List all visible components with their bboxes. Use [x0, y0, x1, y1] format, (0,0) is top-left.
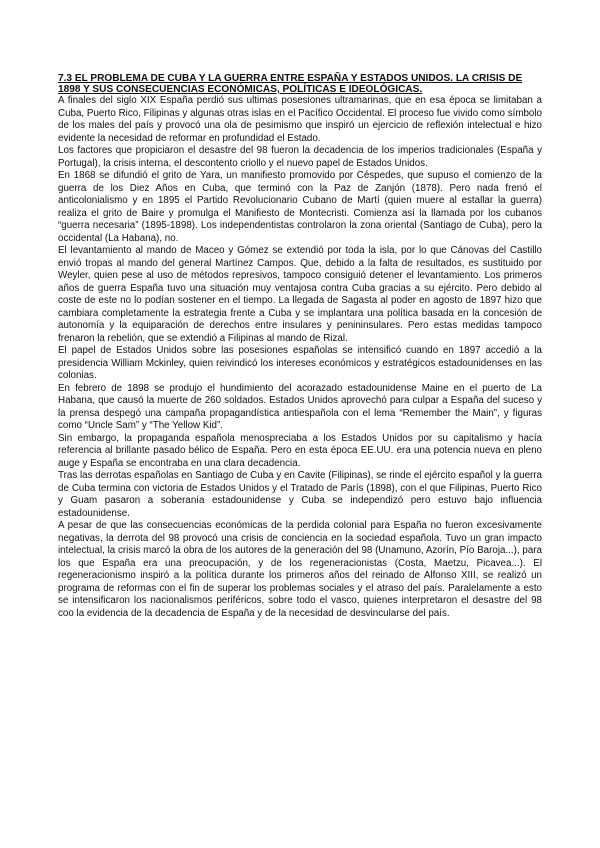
paragraph-defeat: Tras las derrotas españolas en Santiago de Cuba y en Cavite (Filipinas), se rinde el ejército español y la guerra de Cuba termina con victoria de Estados Unidos y el Tratado de París (1898), con el que Filipinas, Puerto Rico y Guam pasaron a soberanía estadounidense y Cuba se independizó pero estuvo bajo influencia estadounidense. [58, 470, 542, 519]
document-title: 7.3 EL PROBLEMA DE CUBA Y LA GUERRA ENTRE ESPAÑA Y ESTADOS UNIDOS. LA CRISIS DE 1898 Y SUS CONSECUENCIAS ECONÓMICAS, POLÍTICAS E IDEOLÓGICAS. [58, 73, 523, 95]
paragraph-us-role: El papel de Estados Unidos sobre las posesiones españolas se intensificó cuando en 1897 accedió a la presidencia William Mckinley, quien reivindicó los intereses económicos y estratégicos estadounidenses en las colonias. [58, 345, 542, 381]
paragraph-uprising: El levantamiento al mando de Maceo y Gómez se extendió por toda la isla, por lo que Cánovas del Castillo envió tropas al mando del general Martínez Campos. Que, debido a la falta de resultados, es sustituido por Weyler, quien pese al uso de métodos represivos, tampoco consiguió detener el levantamiento. Los primeros años de guerra España tuvo una situación muy ventajosa contra Cuba gracias a su ejército. Pero debido al coste de este no lo podían sostener en el tiempo. La llegada de Sagasta al poder en agosto de 1897 hizo que cambiara completamente la estrategia frente a Cuba y se implantara una política basada en la concesión de autonomía y la equiparación de derechos entre insulares y penininsulares. Pero estas medidas tampoco frenaron la rebelión, que se extendió a Filipinas al mando de Rizal. [58, 245, 542, 344]
paragraph-propaganda: Sin embargo, la propaganda española menospreciaba a los Estados Unidos por su capitalismo y hacía referencia al brillante pasado bélico de España. Pero en esta época EE.UU. era una potencia nueva en pleno auge y España se encontraba en una clara decadencia. [58, 432, 542, 469]
paragraph-maine: En febrero de 1898 se produjo el hundimiento del acorazado estadounidense Maine en el puerto de La Habana, que causó la muerte de 260 soldados. Estados Unidos aprovechó para culpar a España del suceso y la prensa despegó una campaña propagandística antiespañola con el lema “Remember the Main”, y figuras como “Uncle Sam” y “The Yellow Kid”. [58, 382, 542, 431]
document-page [58, 73, 542, 620]
paragraph-ten-years-war: En 1868 se difundió el grito de Yara, un manifiesto promovido por Céspedes, que supuso el comienzo de la guerra de los Diez Años en Cuba, que terminó con la Paz de Zanjón (1878). Pero nada frenó el anticolonialismo y en 1895 el Partido Revolucionario Cubano de Martí (quien muere al estallar la guerra) realiza el grito de Baire y promulga el Manifiesto de Montecristi. Comienza así la llamada por los cubanos “guerra necesaria” (1895-1898). Los independentistas controlaron la zona oriental (Santiago de Cuba), pero la occidental (La Habana), no. [58, 170, 542, 244]
paragraph-intro: A finales del siglo XIX España perdió sus ultimas posesiones ultramarinas, que en esa época se limitaban a Cuba, Puerto Rico, Filipinas y algunas otras islas en el Pacífico Occidental. El proceso fue vivido como símbolo de los males del país y provocó una ola de pesimismo que inspiró un ejercicio de reflexión intelectual e hizo evidente la necesidad de reformar en profundidad el Estado. [58, 95, 542, 144]
paragraph-consequences: A pesar de que las consecuencias económicas de la perdida colonial para España no fueron excesivamente negativas, la derrota del 98 provocó una crisis de conciencia en la sociedad española. Tuvo un gran impacto intelectual, la crisis marcó la obra de los autores de la generación del 98 (Unamuno, Azorín, Pío Baroja...), para los que España era una preocupación, y de los regeneracionistas (Costa, Maetzu, Picavea...). El regeneracionismo inspiró a la política durante los primeros años del reinado de Alfonso XIII, se realizó un programa de reformas con el fin de superar los problemas sociales y el atraso del país. Paralelamente a esto se intensificaron los nacionalismos periféricos, sobre todo el vasco, quienes interpretaron el desastre del 98 coo la evidencia de la decadencia de España y de la necesidad de desvincularse del país. [58, 520, 542, 619]
paragraph-factors: Los factores que propiciaron el desastre del 98 fueron la decadencia de los imperios tradicionales (España y Portugal), la crisis interna, el descontento criollo y el nuevo papel de Estados Unidos. [58, 145, 542, 169]
